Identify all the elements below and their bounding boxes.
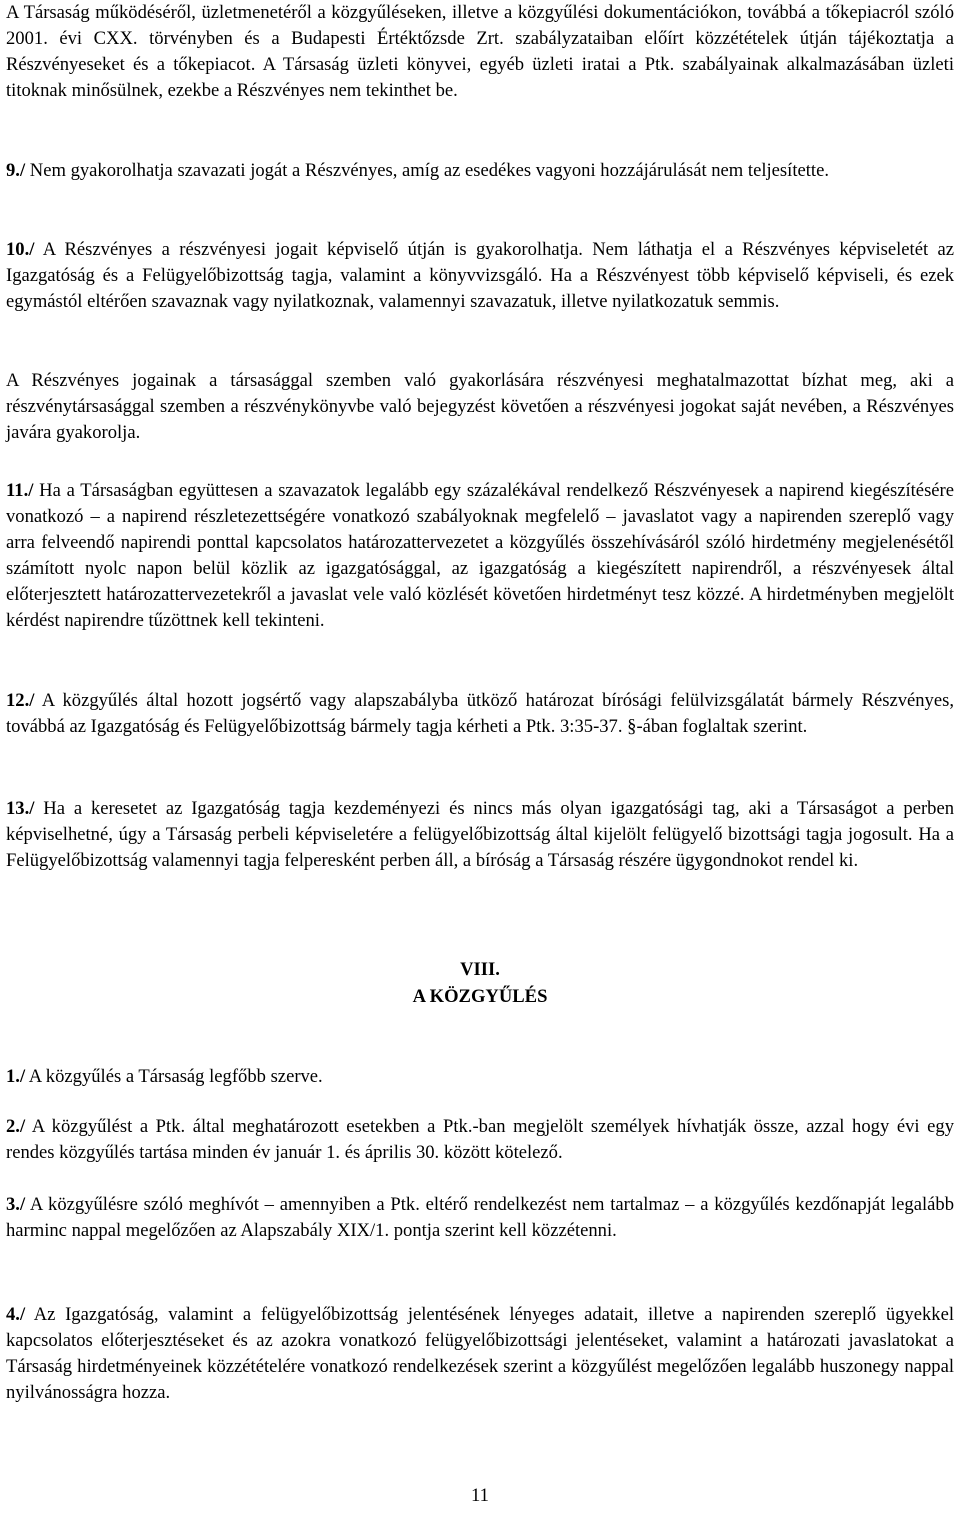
paragraph-text: A Részvényes a részvényesi jogait képviselő útján is gyakorolhatja. Nem láthatja el a Részvényes képviseletét az Igazgatóság és a Felügyelőbizottság tagja, valamint a könyvvizsgáló. Ha a Részvényest több képviselő képviseli, és ezek egymástól eltérően szavaznak vagy nyilatkoznak, valamennyi szavazatuk, illetve nyilatkozatuk semmis. — [6, 239, 954, 312]
paragraph-11 — [6, 478, 954, 634]
paragraph-s3 — [6, 1192, 954, 1244]
paragraph-text: A Társaság működéséről, üzletmenetéről a közgyűléseken, illetve a közgyűlési dokumentációkon, továbbá a tőkepiacról szóló 2001. évi CXX. törvényben és a Budapesti Értéktőzsde Zrt. szabályzataiban előírt közzétételek útján tájékoztatja a Részvényeseket és a tőkepiacot. A Társaság üzleti könyvei, egyéb üzleti iratai a Ptk. szabályainak alkalmazásában üzleti titoknak minősülnek, ezekbe a Részvényes nem tekinthet be. — [6, 2, 954, 101]
paragraph-s4 — [6, 1302, 954, 1406]
paragraph-10-continued — [6, 368, 954, 446]
paragraph-number: 12./ — [6, 690, 35, 711]
paragraph-number: 3./ — [6, 1194, 26, 1215]
paragraph-10 — [6, 237, 954, 315]
paragraph-text: Ha a keresetet az Igazgatóság tagja kezdeményezi és nincs más olyan igazgatósági tag, aki a Társaságot a perben képviselhetné, úgy a Társaság perbeli képviseletére a felügyelőbizottság által kijelölt felügyelő bizottsági tagja jogosult. Ha a Felügyelőbizottság valamennyi tagja felperesként perben áll, a bíróság a Társaság részére ügygondnokot rendel ki. — [6, 798, 954, 871]
paragraph-number: 4./ — [6, 1304, 26, 1325]
paragraph-number: 2./ — [6, 1116, 26, 1137]
paragraph-number: 11./ — [6, 480, 34, 501]
paragraph-text: Az Igazgatóság, valamint a felügyelőbizottság jelentésének lényeges adatait, illetve a napirenden szereplő ügyekkel kapcsolatos előterjesztéseket és az azokra vonatkozó felügyelőbizottsági jelentéseket, valamint a határozati javaslatokat a Társaság hirdetményeinek közzétételére vonatkozó rendelkezések szerint a közgyűlést megelőzően legalább huszonegy nappal nyilvánosságra hozza. — [6, 1304, 954, 1403]
paragraph-s2 — [6, 1114, 954, 1166]
paragraph-s1 — [6, 1064, 954, 1090]
paragraph-text: A közgyűlésre szóló meghívót – amennyiben a Ptk. eltérő rendelkezést nem tartalmaz – a közgyűlés kezdőnapját legalább harminc nappal megelőzően az Alapszabály XIX/1. pontja szerint kell közzétenni. — [6, 1194, 954, 1241]
paragraph-13 — [6, 796, 954, 874]
paragraph-9 — [6, 158, 954, 184]
paragraph-number: 9./ — [6, 160, 26, 181]
paragraph-text: A közgyűlést a Ptk. által meghatározott esetekben a Ptk.-ban megjelölt személyek hívhatják össze, azzal hogy évi egy rendes közgyűlés tartása minden év január 1. és április 30. között kötelező. — [6, 1116, 954, 1163]
page-number: 11 — [471, 1485, 489, 1506]
paragraph-text: A Részvényes jogainak a társasággal szemben való gyakorlására részvényesi meghatalmazottat bízhat meg, aki a részvénytársasággal szemben a részvénykönyvbe való bejegyzést követően a részvényesi jogokat saját nevében, a Részvényes javára gyakorolja. — [6, 370, 954, 443]
paragraph-intro — [6, 0, 954, 104]
paragraph-number: 1./ — [6, 1066, 26, 1087]
paragraph-text: Ha a Társaságban együttesen a szavazatok legalább egy százalékával rendelkező Részvényesek a napirend kiegészítésére vonatkozó – a napirend részletezettségére vonatkozó szabályoknak megfelelő – javaslatot vagy a napirenden szereplő vagy arra felveendő napirendi ponttal kapcsolatos határozattervezetet a közgyűlés összehívásáról szóló hirdetmény megjelenésétől számított nyolc napon belül közlik az igazgatósággal, az igazgatóság a kiegészített napirendről, a részvényesek által előterjesztett határozattervezetekről a javaslat vele való közlését követően hirdetményt tesz közzé. A hirdetményben megjelölt kérdést napirendre tűzöttnek kell tekinteni. — [6, 480, 954, 631]
paragraph-text: A közgyűlés által hozott jogsértő vagy alapszabályba ütköző határozat bírósági felülvizsgálatát bármely Részvényes, továbbá az Igazgatóság és Felügyelőbizottság bármely tagja kérheti a Ptk. 3:35-37. §-ában foglaltak szerint. — [6, 690, 954, 737]
section-number: VIII. — [460, 959, 500, 980]
paragraph-number: 13./ — [6, 798, 35, 819]
paragraph-12 — [6, 688, 954, 740]
paragraph-number: 10./ — [6, 239, 35, 260]
paragraph-text: A közgyűlés a Társaság legfőbb szerve. — [25, 1066, 323, 1087]
section-title: A KÖZGYŰLÉS — [412, 986, 548, 1007]
paragraph-text: Nem gyakorolhatja szavazati jogát a Részvényes, amíg az esedékes vagyoni hozzájárulását nem teljesítette. — [25, 160, 829, 181]
